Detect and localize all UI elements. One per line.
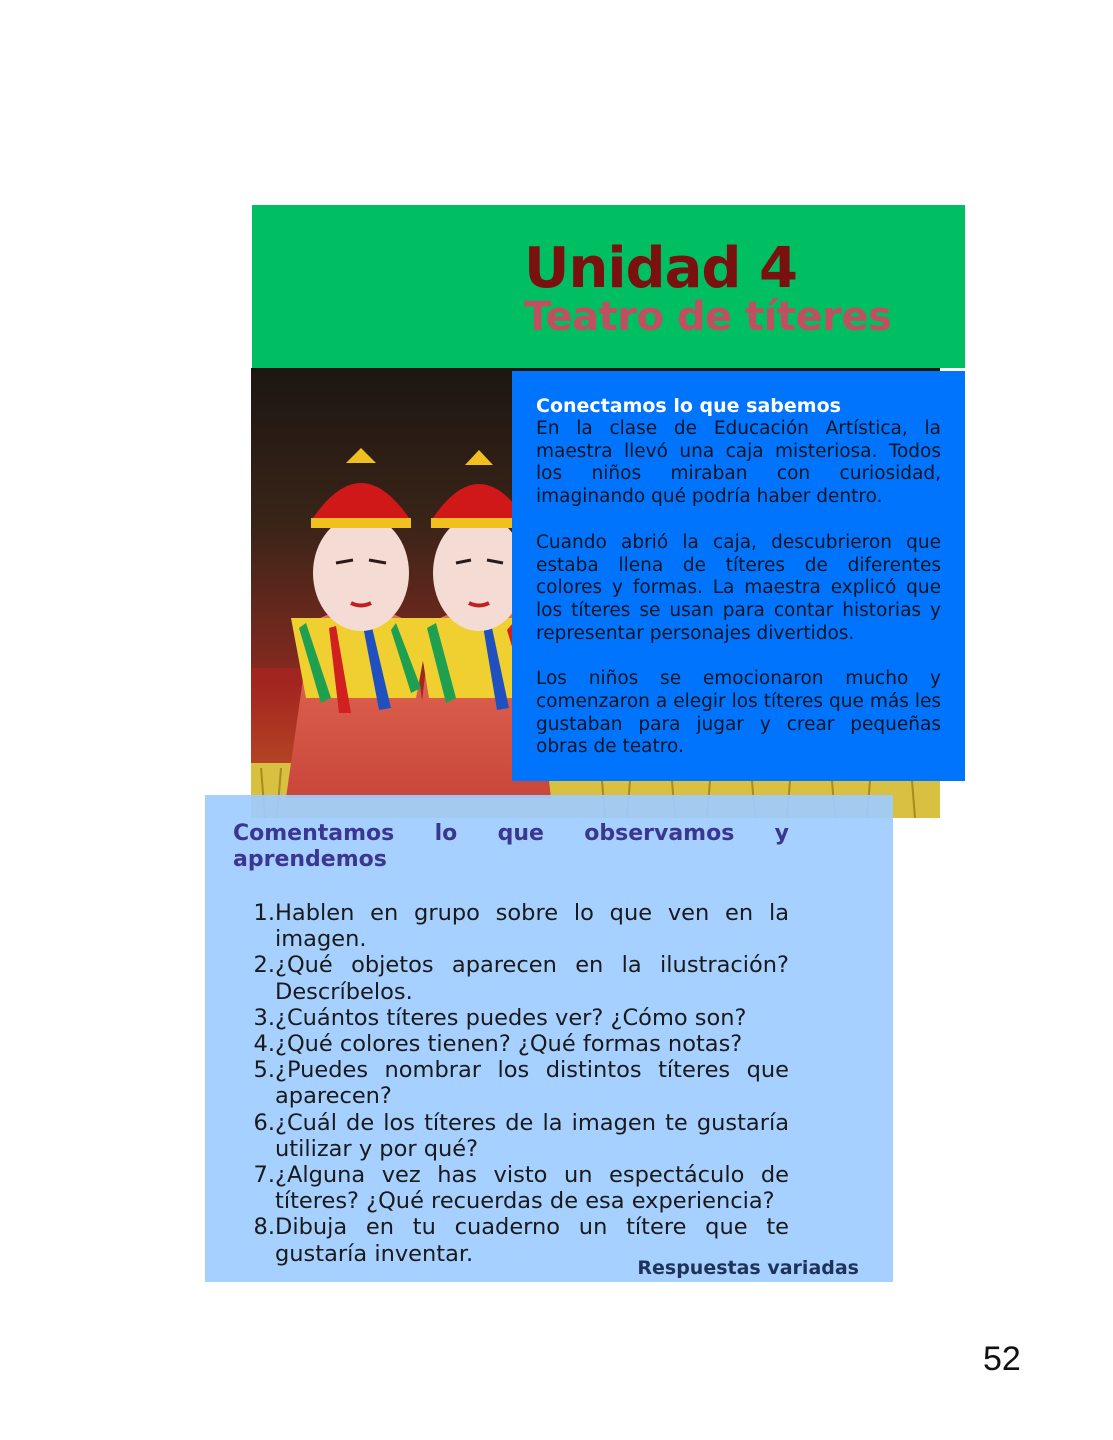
list-item <box>249 1110 789 1162</box>
question-text: Dibuja en tu cuaderno un títere que te gustaría inventar. <box>275 1214 789 1267</box>
question-number: 5. <box>253 1057 275 1084</box>
intro-paragraph: Cuando abrió la caja, descubrieron que estaba llena de títeres de diferentes colores y formas. La maestra explicó que los títeres se usan para contar historias y representar personajes divertidos. <box>536 531 941 644</box>
question-text: ¿Cuántos títeres puedes ver? ¿Cómo son? <box>275 1004 747 1031</box>
question-number: 8. <box>253 1214 275 1241</box>
question-text: ¿Puedes nombrar los distintos títeres que aparecen? <box>275 1057 789 1110</box>
question-number: 1. <box>253 900 275 926</box>
activity-box <box>205 795 893 1282</box>
question-number: 6. <box>253 1109 275 1136</box>
list-item <box>249 1005 789 1031</box>
question-text: ¿Qué colores tienen? ¿Qué formas notas? <box>275 1031 743 1058</box>
intro-paragraph: Los niños se emocionaron mucho y comenzaron a elegir los títeres que más les gustaban para jugar y crear pequeñas obras de teatro. <box>536 668 941 758</box>
question-number: 7. <box>253 1162 275 1189</box>
page-number: 52 <box>983 1340 1021 1378</box>
list-item <box>249 1057 789 1109</box>
unit-title: Unidad 4 <box>524 236 797 301</box>
question-text: ¿Alguna vez has visto un espectáculo de títeres? ¿Qué recuerdas de esa experiencia? <box>275 1162 789 1215</box>
question-text: ¿Cuál de los títeres de la imagen te gustaría utilizar y por qué? <box>275 1109 789 1162</box>
question-number: 3. <box>253 1004 275 1031</box>
question-text: Hablen en grupo sobre lo que ven en la imagen. <box>275 900 789 953</box>
answers-note: Respuestas variadas <box>637 1257 859 1279</box>
unit-header <box>252 205 965 368</box>
list-item <box>249 1162 789 1214</box>
question-list <box>249 900 789 1267</box>
list-item <box>249 900 789 952</box>
list-item <box>249 1031 789 1057</box>
intro-heading: Conectamos lo que sabemos <box>536 395 841 417</box>
activity-heading: Comentamos lo que observamos y aprendemos <box>233 821 789 872</box>
intro-paragraph: En la clase de Educación Artística, la maestra llevó una caja misteriosa. Todos los niños miraban con curiosidad, imaginando qué podría haber dentro. <box>536 418 941 508</box>
question-number: 4. <box>253 1031 275 1058</box>
list-item <box>249 952 789 1004</box>
question-text: ¿Qué objetos aparecen en la ilustración? Descríbelos. <box>275 952 789 1005</box>
intro-box <box>512 371 965 781</box>
unit-subtitle: Teatro de títeres <box>524 294 892 340</box>
question-number: 2. <box>253 952 275 979</box>
